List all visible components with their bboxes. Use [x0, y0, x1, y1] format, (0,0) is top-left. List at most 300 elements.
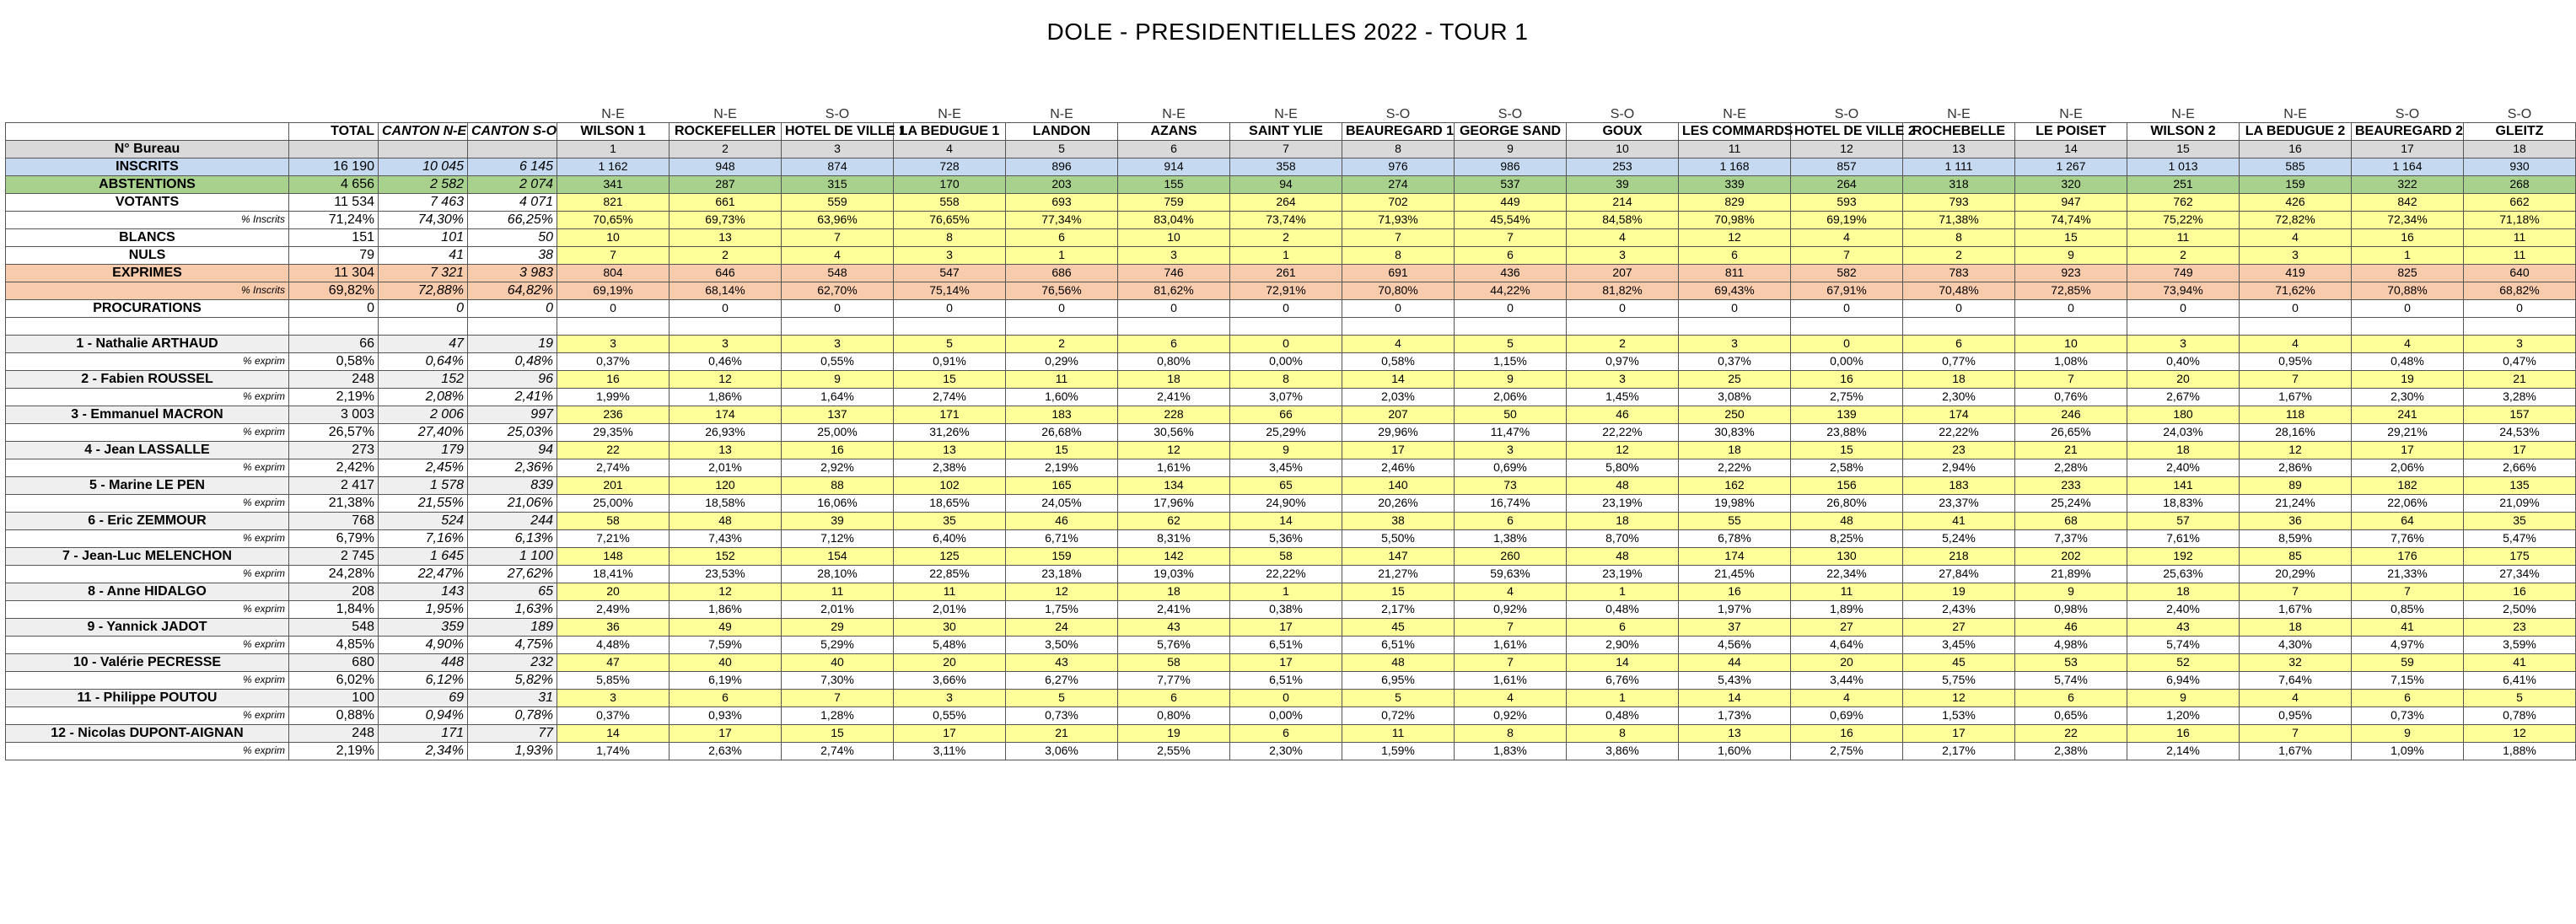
direction-row: [6, 105, 2576, 122]
bureau-cell: 1,38%: [1455, 529, 1567, 547]
bureau-cell: 171: [894, 406, 1006, 423]
bureau-cell: 24,03%: [2127, 423, 2240, 441]
bureau-cell: 84,58%: [1567, 211, 1679, 228]
bureau-cell: 0,69%: [1791, 706, 1903, 724]
bureau-cell: 3,08%: [1679, 388, 1791, 406]
bureau-cell: 1,75%: [1006, 600, 1118, 618]
bureau-cell: 9: [1455, 370, 1567, 388]
bureau-cell: 3: [894, 246, 1006, 264]
bureau-cell: 3: [557, 689, 670, 706]
bureau-cell: 1,67%: [2240, 742, 2352, 760]
data-row: [6, 228, 2576, 246]
bureau-cell: 6: [1455, 246, 1567, 264]
candidate-pct-row: [6, 742, 2576, 760]
bureau-cell: 41: [1903, 512, 2015, 529]
bureau-cell: 154: [782, 547, 894, 565]
bureau-cell: 81,82%: [1567, 282, 1679, 299]
bureau-cell: 69,19%: [1791, 211, 1903, 228]
bureau-cell: 1 162: [557, 158, 670, 175]
results-table: [5, 105, 2576, 760]
blank-cell: [1455, 317, 1567, 335]
bureau-cell: 43: [1118, 618, 1230, 636]
bureau-cell: 71,38%: [1903, 211, 2015, 228]
bureau-cell: 661: [670, 193, 782, 211]
total-cell: 0,78%: [468, 706, 557, 724]
bureau-cell: 2,46%: [1342, 459, 1455, 476]
bureau-cell: 1,99%: [557, 388, 670, 406]
bureau-cell: 233: [2015, 476, 2127, 494]
bureau-cell: 17: [1342, 441, 1455, 459]
total-cell: 6,02%: [289, 671, 379, 689]
bureau-cell: 274: [1342, 175, 1455, 193]
bureau-cell: 17,96%: [1118, 494, 1230, 512]
bureau-cell: 29,35%: [557, 423, 670, 441]
bureau-cell: 5,85%: [557, 671, 670, 689]
total-cell: 2 006: [379, 406, 468, 423]
bureau-cell: 0,91%: [894, 352, 1006, 370]
bureau-cell: 8: [894, 228, 1006, 246]
bureau-cell: 5,50%: [1342, 529, 1455, 547]
bureau-cell: 7: [1455, 653, 1567, 671]
bureau-cell: 44,22%: [1455, 282, 1567, 299]
candidate-name: 3 - Emmanuel MACRON: [6, 406, 289, 423]
bureau-cell: 7: [782, 689, 894, 706]
candidate-pct-row: [6, 671, 2576, 689]
bureau-cell: 62: [1118, 512, 1230, 529]
bureau-cell: 16: [2352, 228, 2464, 246]
bureau-cell: 3,86%: [1567, 742, 1679, 760]
bureau-cell: 22,22%: [1230, 565, 1342, 583]
direction-label: N-E: [2171, 106, 2195, 121]
candidate-pct-row: [6, 459, 2576, 476]
bureau-cell: 0,95%: [2240, 706, 2352, 724]
bureau-cell: 0: [1679, 299, 1791, 317]
bureau-cell: 12: [2464, 724, 2576, 742]
bureau-cell: 842: [2352, 193, 2464, 211]
bureau-cell: 1,61%: [1455, 636, 1567, 653]
direction-label: S-O: [2395, 106, 2420, 121]
bureau-cell: 1,60%: [1006, 388, 1118, 406]
bureau-cell: 1,20%: [2127, 706, 2240, 724]
bureau-cell: 6,76%: [1567, 671, 1679, 689]
bureau-cell: 6: [1567, 618, 1679, 636]
total-cell: 74,30%: [379, 211, 468, 228]
candidate-row: [6, 653, 2576, 671]
column-header: LE POISET: [2015, 122, 2127, 140]
bureau-cell: 49: [670, 618, 782, 636]
bureau-cell: 46: [2015, 618, 2127, 636]
column-header: CANTON N-E: [379, 122, 468, 140]
bureau-cell: 39: [1567, 175, 1679, 193]
bureau-cell: 157: [2464, 406, 2576, 423]
bureau-cell: 18,65%: [894, 494, 1006, 512]
bureau-cell: 7: [2240, 583, 2352, 600]
bureau-cell: 2,22%: [1679, 459, 1791, 476]
bureau-cell: 3: [1118, 246, 1230, 264]
bureau-cell: 68,82%: [2464, 282, 2576, 299]
bureau-cell: 75,22%: [2127, 211, 2240, 228]
bureau-cell: 593: [1791, 193, 1903, 211]
bureau-cell: 0: [1791, 299, 1903, 317]
bureau-cell: 7,59%: [670, 636, 782, 653]
data-row: [6, 211, 2576, 228]
bureau-cell: 547: [894, 264, 1006, 282]
bureau-cell: 15: [894, 370, 1006, 388]
bureau-cell: 3: [894, 689, 1006, 706]
bureau-cell: 43: [2127, 618, 2240, 636]
bureau-cell: 874: [782, 158, 894, 175]
total-cell: 21,55%: [379, 494, 468, 512]
row-sublabel: % exprim: [6, 423, 289, 441]
bureau-cell: 48: [670, 512, 782, 529]
bureau-cell: 155: [1118, 175, 1230, 193]
bureau-cell: 174: [1679, 547, 1791, 565]
bureau-cell: 17: [2352, 140, 2464, 158]
bureau-cell: 70,48%: [1903, 282, 2015, 299]
bureau-cell: 0,47%: [2464, 352, 2576, 370]
row-sublabel: % exprim: [6, 494, 289, 512]
total-cell: 208: [289, 583, 379, 600]
bureau-cell: 13: [1903, 140, 2015, 158]
bureau-cell: 3: [1567, 246, 1679, 264]
bureau-cell: 18: [1903, 370, 2015, 388]
bureau-cell: 0,72%: [1342, 706, 1455, 724]
bureau-cell: 46: [1006, 512, 1118, 529]
row-sublabel: % exprim: [6, 671, 289, 689]
total-cell: 248: [289, 724, 379, 742]
bureau-cell: 18: [2240, 618, 2352, 636]
bureau-cell: 7: [1230, 140, 1342, 158]
total-cell: 22,47%: [379, 565, 468, 583]
bureau-cell: 55: [1679, 512, 1791, 529]
candidate-row: [6, 441, 2576, 459]
total-cell: 2,36%: [468, 459, 557, 476]
bureau-cell: 3,07%: [1230, 388, 1342, 406]
bureau-cell: 3,59%: [2464, 636, 2576, 653]
bureau-cell: 32: [2240, 653, 2352, 671]
bureau-cell: 23,88%: [1791, 423, 1903, 441]
bureau-cell: 11: [782, 583, 894, 600]
candidate-row: [6, 583, 2576, 600]
bureau-cell: 11: [1791, 583, 1903, 600]
bureau-cell: 686: [1006, 264, 1118, 282]
bureau-cell: 6,40%: [894, 529, 1006, 547]
bureau-cell: 22,85%: [894, 565, 1006, 583]
total-cell: 94: [468, 441, 557, 459]
bureau-cell: 18,41%: [557, 565, 670, 583]
bureau-cell: 23,18%: [1006, 565, 1118, 583]
bureau-cell: 7,77%: [1118, 671, 1230, 689]
bureau-cell: 6: [670, 689, 782, 706]
bureau-cell: 22: [2015, 724, 2127, 742]
total-cell: 171: [379, 724, 468, 742]
bureau-cell: 21,45%: [1679, 565, 1791, 583]
bureau-cell: 548: [782, 264, 894, 282]
bureau-cell: 180: [2127, 406, 2240, 423]
bureau-cell: 0,98%: [2015, 600, 2127, 618]
candidate-name: 4 - Jean LASSALLE: [6, 441, 289, 459]
bureau-cell: 21,89%: [2015, 565, 2127, 583]
bureau-cell: 102: [894, 476, 1006, 494]
row-label: PROCURATIONS: [6, 299, 289, 317]
bureau-cell: 1 164: [2352, 158, 2464, 175]
total-cell: 2 074: [468, 175, 557, 193]
bureau-cell: 2,17%: [1342, 600, 1455, 618]
bureau-cell: 59,63%: [1455, 565, 1567, 583]
candidate-row: [6, 618, 2576, 636]
bureau-cell: 14: [1567, 653, 1679, 671]
row-sublabel: % exprim: [6, 529, 289, 547]
bureau-cell: 35: [2464, 512, 2576, 529]
bureau-cell: 825: [2352, 264, 2464, 282]
bureau-cell: 48: [1791, 512, 1903, 529]
total-cell: 4,85%: [289, 636, 379, 653]
bureau-cell: 2,74%: [894, 388, 1006, 406]
bureau-cell: 0: [2352, 299, 2464, 317]
bureau-cell: 13: [670, 228, 782, 246]
total-cell: 839: [468, 476, 557, 494]
bureau-cell: 0,92%: [1455, 706, 1567, 724]
bureau-cell: 15: [1791, 441, 1903, 459]
total-cell: 179: [379, 441, 468, 459]
bureau-cell: 12: [1791, 140, 1903, 158]
bureau-cell: 21: [2464, 370, 2576, 388]
bureau-cell: 17: [1230, 618, 1342, 636]
bureau-cell: 2: [2127, 246, 2240, 264]
bureau-cell: 4,98%: [2015, 636, 2127, 653]
candidate-pct-row: [6, 423, 2576, 441]
direction-label: S-O: [1385, 106, 1411, 121]
bureau-cell: 5,80%: [1567, 459, 1679, 476]
blank-cell: [1567, 317, 1679, 335]
bureau-cell: 69,43%: [1679, 282, 1791, 299]
total-cell: 4 656: [289, 175, 379, 193]
bureau-cell: 94: [1230, 175, 1342, 193]
bureau-cell: 0,80%: [1118, 352, 1230, 370]
total-cell: 4 071: [468, 193, 557, 211]
bureau-cell: 192: [2127, 547, 2240, 565]
bureau-cell: 11: [2127, 228, 2240, 246]
bureau-cell: 0,69%: [1455, 459, 1567, 476]
bureau-cell: 2,03%: [1342, 388, 1455, 406]
bureau-cell: 75,14%: [894, 282, 1006, 299]
bureau-cell: 2,50%: [2464, 600, 2576, 618]
bureau-cell: 140: [1342, 476, 1455, 494]
bureau-cell: 6: [1118, 335, 1230, 352]
column-header: HOTEL DE VILLE 1: [782, 122, 894, 140]
total-cell: 79: [289, 246, 379, 264]
bureau-cell: 1,88%: [2464, 742, 2576, 760]
direction-label: N-E: [1947, 106, 1971, 121]
total-cell: 2,34%: [379, 742, 468, 760]
bureau-cell: 58: [1230, 547, 1342, 565]
bureau-cell: 17: [894, 724, 1006, 742]
data-row: [6, 193, 2576, 211]
bureau-cell: 4: [2240, 228, 2352, 246]
bureau-cell: 58: [557, 512, 670, 529]
bureau-cell: 693: [1006, 193, 1118, 211]
bureau-cell: 0: [1903, 299, 2015, 317]
bureau-cell: 419: [2240, 264, 2352, 282]
bureau-cell: 0: [782, 299, 894, 317]
bureau-cell: 218: [1903, 547, 2015, 565]
bureau-cell: 2,94%: [1903, 459, 2015, 476]
direction-label: N-E: [938, 106, 961, 121]
total-cell: 21,38%: [289, 494, 379, 512]
blank-cell: [2464, 317, 2576, 335]
bureau-cell: 4,56%: [1679, 636, 1791, 653]
bureau-cell: 23,53%: [670, 565, 782, 583]
bureau-cell: 20,29%: [2240, 565, 2352, 583]
bureau-cell: 6,94%: [2127, 671, 2240, 689]
bureau-cell: 29,21%: [2352, 423, 2464, 441]
total-cell: 31: [468, 689, 557, 706]
row-label: ABSTENTIONS: [6, 175, 289, 193]
bureau-cell: 8: [1567, 724, 1679, 742]
bureau-cell: 1: [1006, 246, 1118, 264]
bureau-cell: 73: [1455, 476, 1567, 494]
bureau-cell: 70,65%: [557, 211, 670, 228]
bureau-cell: 134: [1118, 476, 1230, 494]
bureau-cell: 0,97%: [1567, 352, 1679, 370]
bureau-cell: 26,93%: [670, 423, 782, 441]
blank-cell: [379, 317, 468, 335]
bureau-cell: 0: [1342, 299, 1455, 317]
total-cell: 1 578: [379, 476, 468, 494]
total-cell: 6,79%: [289, 529, 379, 547]
bureau-cell: 25,00%: [782, 423, 894, 441]
bureau-cell: 339: [1679, 175, 1791, 193]
total-cell: 1,84%: [289, 600, 379, 618]
bureau-cell: 22: [557, 441, 670, 459]
blank-cell: [2240, 317, 2352, 335]
bureau-cell: 3,45%: [1903, 636, 2015, 653]
bureau-cell: 2,58%: [1791, 459, 1903, 476]
candidate-row: [6, 406, 2576, 423]
bureau-cell: 0: [1791, 335, 1903, 352]
bureau-cell: 2: [670, 140, 782, 158]
total-cell: 2 417: [289, 476, 379, 494]
header-row: [6, 122, 2576, 140]
bureau-cell: 5,24%: [1903, 529, 2015, 547]
bureau-cell: 64: [2352, 512, 2464, 529]
bureau-cell: 11: [2464, 246, 2576, 264]
direction-label: N-E: [1050, 106, 1073, 121]
bureau-cell: 23,19%: [1567, 565, 1679, 583]
total-cell: 5,82%: [468, 671, 557, 689]
bureau-cell: 260: [1455, 547, 1567, 565]
total-cell: 1,93%: [468, 742, 557, 760]
candidate-row: [6, 512, 2576, 529]
total-cell: [379, 140, 468, 158]
bureau-cell: 174: [670, 406, 782, 423]
bureau-cell: 7,15%: [2352, 671, 2464, 689]
total-cell: 143: [379, 583, 468, 600]
bureau-cell: 20: [894, 653, 1006, 671]
total-cell: 96: [468, 370, 557, 388]
bureau-cell: 5,74%: [2127, 636, 2240, 653]
column-header: ROCHEBELLE: [1903, 122, 2015, 140]
bureau-cell: 811: [1679, 264, 1791, 282]
bureau-cell: 25,24%: [2015, 494, 2127, 512]
bureau-cell: 7,61%: [2127, 529, 2240, 547]
candidate-pct-row: [6, 600, 2576, 618]
bureau-cell: 0,58%: [1342, 352, 1455, 370]
bureau-cell: 6: [2015, 689, 2127, 706]
bureau-cell: 66: [1230, 406, 1342, 423]
candidate-name: 11 - Philippe POUTOU: [6, 689, 289, 706]
bureau-cell: 18,83%: [2127, 494, 2240, 512]
bureau-cell: 16,74%: [1455, 494, 1567, 512]
bureau-cell: 17: [2352, 441, 2464, 459]
bureau-cell: 793: [1903, 193, 2015, 211]
bureau-cell: 582: [1791, 264, 1903, 282]
data-row: [6, 299, 2576, 317]
bureau-cell: 6: [1006, 228, 1118, 246]
bureau-cell: 9: [782, 370, 894, 388]
blank-cell: [6, 105, 289, 122]
direction-label: S-O: [2507, 106, 2532, 121]
bureau-cell: 1: [1230, 246, 1342, 264]
bureau-cell: 59: [2352, 653, 2464, 671]
bureau-cell: 0: [670, 299, 782, 317]
bureau-cell: 2,06%: [1455, 388, 1567, 406]
bureau-cell: 72,91%: [1230, 282, 1342, 299]
bureau-cell: 0,38%: [1230, 600, 1342, 618]
bureau-cell: 15: [2015, 228, 2127, 246]
blank-cell: [289, 105, 379, 122]
bureau-cell: 53: [2015, 653, 2127, 671]
bureau-cell: 16: [1679, 583, 1791, 600]
bureau-cell: 749: [2127, 264, 2240, 282]
row-sublabel: % Inscrits: [6, 282, 289, 299]
bureau-cell: 68,14%: [670, 282, 782, 299]
bureau-cell: 48: [1567, 476, 1679, 494]
bureau-cell: 72,85%: [2015, 282, 2127, 299]
bureau-cell: 7,43%: [670, 529, 782, 547]
bureau-cell: 26,80%: [1791, 494, 1903, 512]
direction-label: N-E: [601, 106, 625, 121]
bureau-cell: 8: [1230, 370, 1342, 388]
total-cell: 0: [379, 299, 468, 317]
blank-cell: [1230, 317, 1342, 335]
total-cell: 7 321: [379, 264, 468, 282]
bureau-cell: 947: [2015, 193, 2127, 211]
bureau-cell: 3: [2464, 335, 2576, 352]
bureau-cell: 2,28%: [2015, 459, 2127, 476]
candidate-name: 12 - Nicolas DUPONT-AIGNAN: [6, 724, 289, 742]
bureau-cell: 914: [1118, 158, 1230, 175]
bureau-cell: 0,00%: [1230, 352, 1342, 370]
total-cell: 41: [379, 246, 468, 264]
total-cell: 69: [379, 689, 468, 706]
data-row: [6, 140, 2576, 158]
direction-label: N-E: [2283, 106, 2307, 121]
bureau-cell: 1 267: [2015, 158, 2127, 175]
total-cell: 0,64%: [379, 352, 468, 370]
bureau-cell: 38: [1342, 512, 1455, 529]
bureau-cell: 2,41%: [1118, 600, 1230, 618]
total-cell: 2,19%: [289, 742, 379, 760]
bureau-cell: 7: [782, 228, 894, 246]
data-row: [6, 282, 2576, 299]
bureau-cell: 15: [1006, 441, 1118, 459]
bureau-cell: 251: [2127, 175, 2240, 193]
bureau-cell: 2,55%: [1118, 742, 1230, 760]
total-cell: 273: [289, 441, 379, 459]
bureau-cell: 0: [1006, 299, 1118, 317]
bureau-cell: 14: [557, 724, 670, 742]
